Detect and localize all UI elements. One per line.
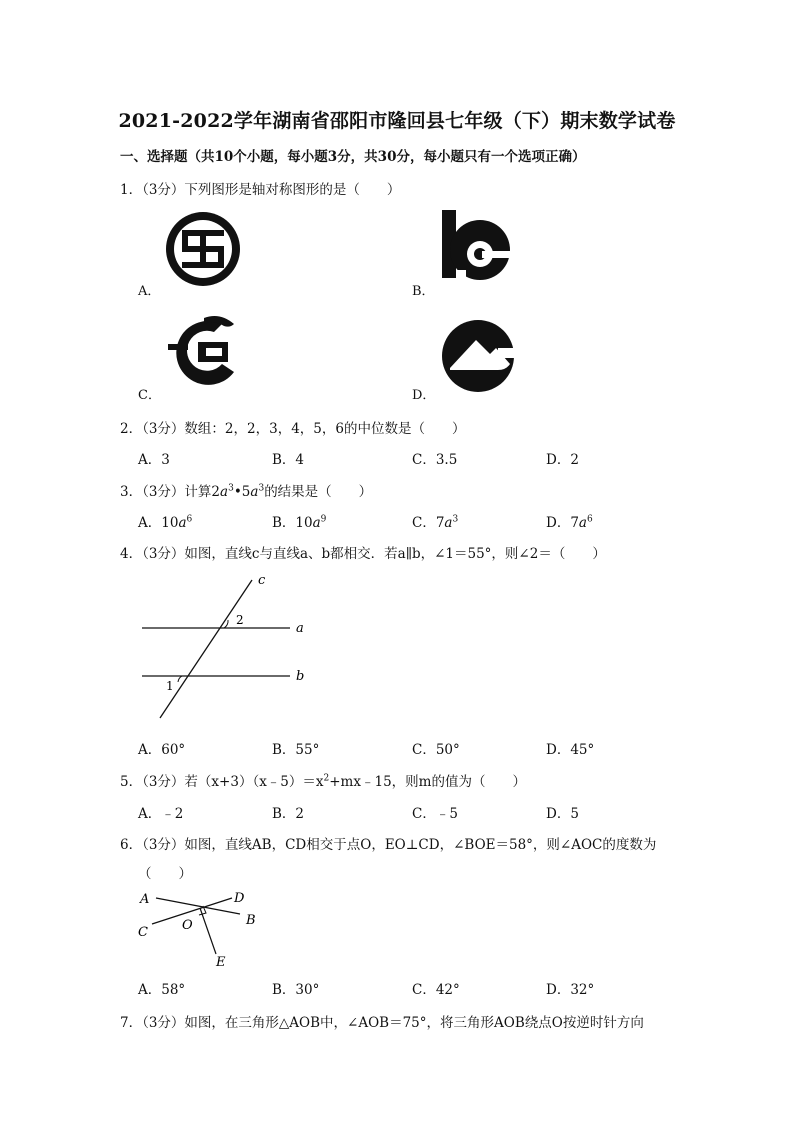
q4-option-c: C．50° — [412, 742, 460, 758]
section-heading: 一、选择题（共10个小题，每小题3分，共30分，每小题只有一个选项正确） — [120, 149, 586, 165]
q5-option-a: A．﹣2 — [138, 806, 184, 822]
q1-logo-a-icon — [164, 210, 242, 288]
q4-option-b: B．55° — [272, 742, 320, 758]
q3-option-b: B．$10a^9$ — [272, 514, 327, 531]
q6-line-oe — [200, 908, 216, 954]
q4-figure — [130, 570, 330, 730]
q1-logo-b-icon — [438, 208, 516, 286]
q1-label-b: B． — [412, 284, 435, 299]
q2-option-d: D．2 — [546, 452, 579, 468]
q6-label-e: E — [216, 955, 226, 970]
q6-option-a: A．58° — [138, 982, 186, 998]
q5-option-c: C．﹣5 — [412, 806, 458, 822]
q7-stem: 7．（3分）如图，在三角形△AOB中，∠AOB＝75°，将三角形AOB绕点O按逆时针方向 — [120, 1015, 644, 1031]
q1-logo-c-icon — [164, 314, 244, 390]
q6-label-b: B — [246, 913, 256, 928]
q6-option-c: C．42° — [412, 982, 460, 998]
q4-line-c — [160, 580, 252, 718]
q6-label-o: O — [182, 918, 193, 933]
q2-stem: 2．（3分）数组：2，2，3，4，5，6的中位数是（ ） — [120, 421, 466, 437]
q5-option-b: B．2 — [272, 806, 305, 822]
q4-stem: 4．（3分）如图，直线c与直线a、b都相交．若a∥b，∠1＝55°，则∠2＝（ ） — [120, 546, 606, 562]
q5-stem-post: +mx﹣15，则m的值为（ ） — [329, 774, 526, 790]
q3-stem-mid: •5 — [233, 484, 251, 500]
q1-label-c: C． — [138, 388, 161, 403]
q1-label-a: A． — [138, 284, 161, 299]
q1-logo-d-icon — [440, 318, 516, 394]
q5-option-d: D．5 — [546, 806, 579, 822]
q3-option-a: A．$10a^6$ — [138, 514, 193, 531]
q5-stem-pre: 5．（3分）若（x+3）（x﹣5）＝x — [120, 774, 324, 790]
q5-stem: 5．（3分）若$(x+3)(x﹣5)=x^2+mx﹣15$，则m的值为（ ） — [120, 773, 526, 790]
q1-stem: 1．（3分）下列图形是轴对称图形的是（ ） — [120, 182, 401, 198]
q4-option-d: D．45° — [546, 742, 595, 758]
q3-option-d: D．$7a^6$ — [546, 514, 593, 531]
q4-label-2: 2 — [236, 613, 244, 627]
q1-label-d: D． — [412, 388, 436, 403]
q3-stem-pre: 3．（3分）计算2 — [120, 484, 221, 500]
q6-figure — [132, 884, 272, 970]
q3-stem: 3．（3分）计算$2a^3•5a^3$的结果是（ ） — [120, 483, 373, 500]
q2-option-c: C．3.5 — [412, 452, 458, 468]
q4-option-a: A．60° — [138, 742, 186, 758]
q6-option-b: B．30° — [272, 982, 320, 998]
q6-option-d: D．32° — [546, 982, 595, 998]
q6-label-d: D — [234, 891, 245, 906]
q6-line-ab — [156, 898, 240, 914]
q6-stem-line1: 6．（3分）如图，直线AB，CD相交于点O，EO⊥CD，∠BOE＝58°，则∠AOC的度数为 — [120, 837, 657, 853]
q2-option-a: A．3 — [138, 452, 170, 468]
q2-option-b: B．4 — [272, 452, 305, 468]
q4-label-a: a — [296, 621, 304, 636]
q4-label-c: c — [258, 573, 266, 588]
page-title: 2021-2022学年湖南省邵阳市隆回县七年级（下）期末数学试卷 — [118, 110, 676, 132]
q4-angle1-arc — [178, 676, 182, 682]
q3-option-c: C．$7a^3$ — [412, 514, 459, 531]
q3-stem-post: 的结果是（ ） — [264, 484, 373, 500]
q6-label-c: C — [138, 925, 148, 940]
q6-stem-line2: （ ） — [138, 866, 192, 882]
q4-label-b: b — [296, 669, 305, 684]
q6-label-a: A — [140, 892, 150, 907]
q4-label-1: 1 — [166, 679, 174, 693]
